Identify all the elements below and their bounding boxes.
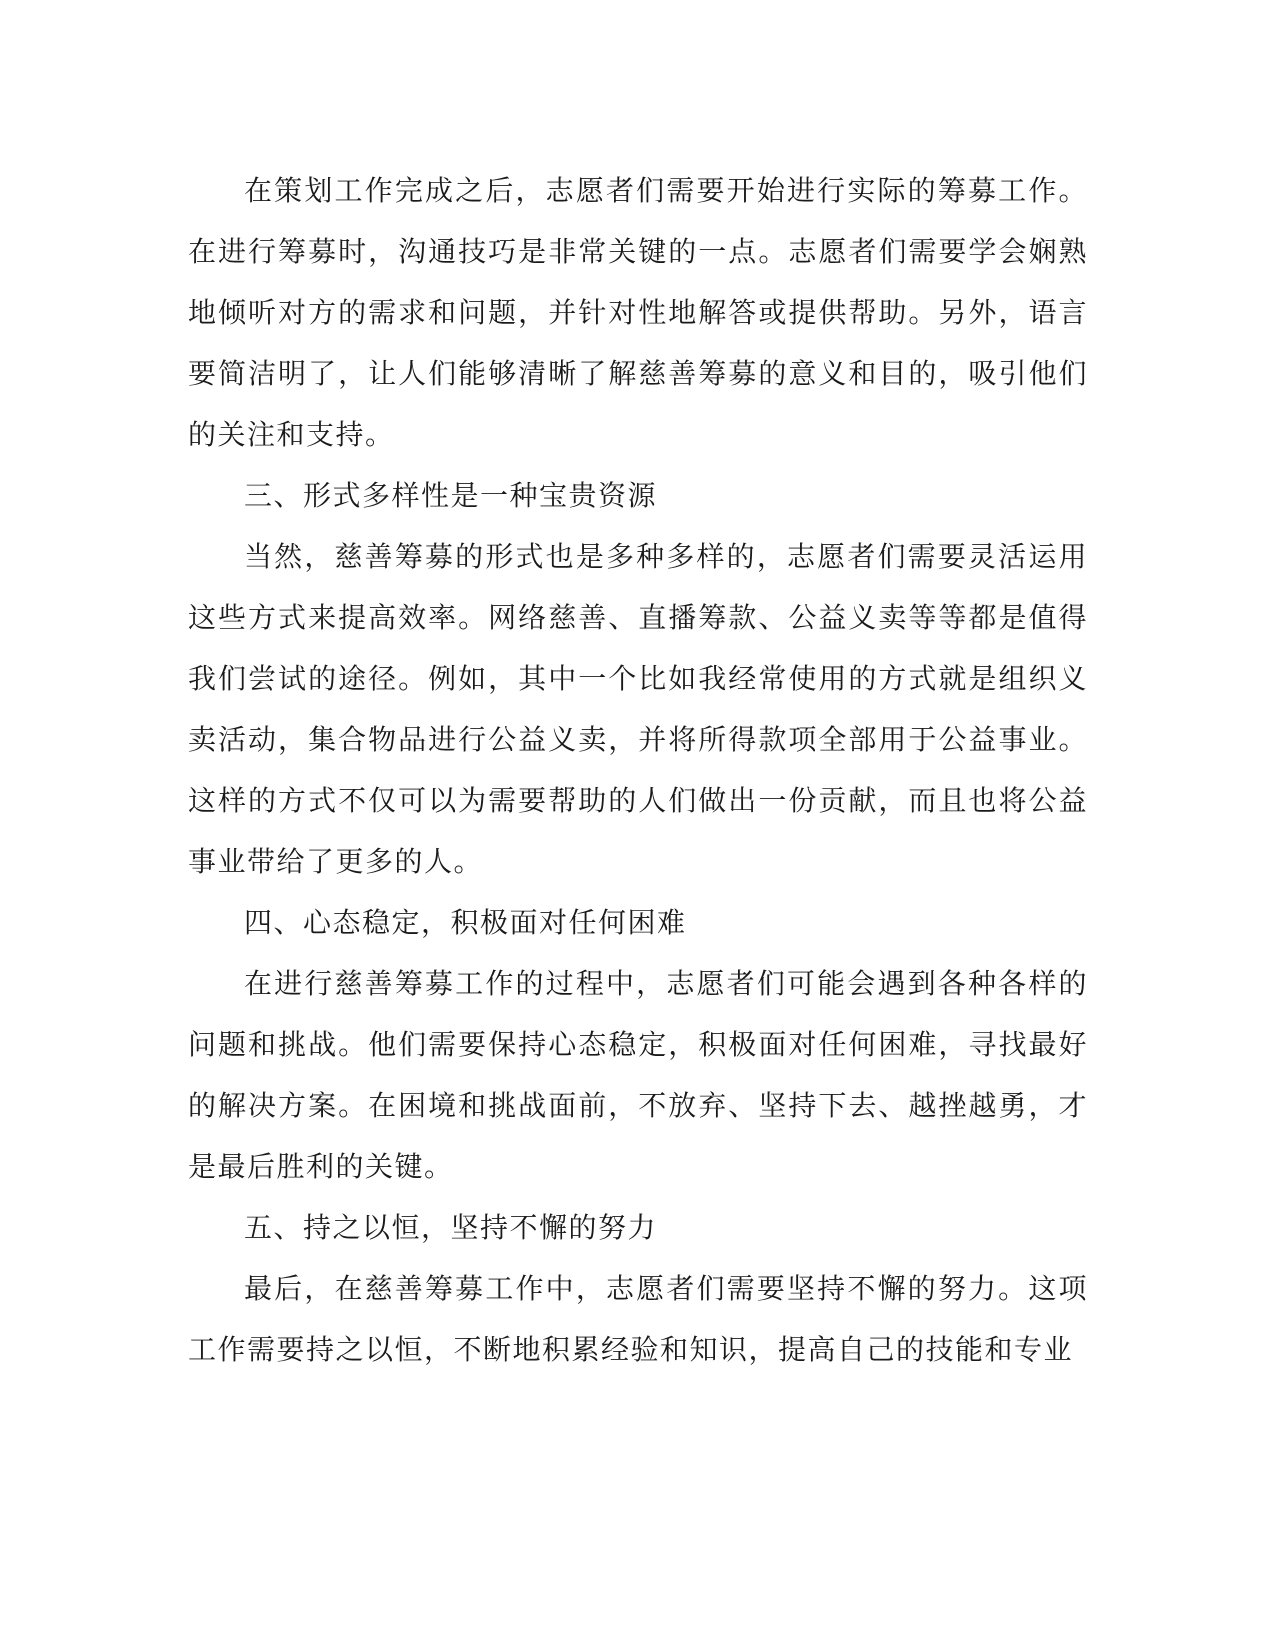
paragraph-stable-mindset: 在进行慈善筹募工作的过程中，志愿者们可能会遇到各种各样的问题和挑战。他们需要保持心态稳定，积极面对任何困难，寻找最好的解决方案。在困境和挑战面前，不放弃、坚持下去、越挫越勇，才是最后胜利的关键。 [188, 967, 1088, 1183]
section-heading-persistence: 五、持之以恒，坚持不懈的努力 [244, 1211, 658, 1244]
paragraph-diverse-forms: 当然，慈善筹募的形式也是多种多样的，志愿者们需要灵活运用这些方式来提高效率。网络慈善、直播筹款、公益义卖等等都是值得我们尝试的途径。例如，其中一个比如我经常使用的方式就是组织义卖活动，集合物品进行公益义卖，并将所得款项全部用于公益事业。这样的方式不仅可以为需要帮助的人们做出一份贡献，而且也将公益事业带给了更多的人。 [188, 540, 1088, 878]
section-heading-diverse-forms: 三、形式多样性是一种宝贵资源 [244, 479, 658, 512]
section-heading-stable-mindset: 四、心态稳定，积极面对任何困难 [244, 906, 687, 939]
paragraph-fundraising-communication: 在策划工作完成之后，志愿者们需要开始进行实际的筹募工作。在进行筹募时，沟通技巧是非常关键的一点。志愿者们需要学会娴熟地倾听对方的需求和问题，并针对性地解答或提供帮助。另外，语言要简洁明了，让人们能够清晰了解慈善筹募的意义和目的，吸引他们的关注和支持。 [188, 174, 1088, 451]
paragraph-persistence: 最后，在慈善筹募工作中，志愿者们需要坚持不懈的努力。这项工作需要持之以恒，不断地积累经验和知识，提高自己的技能和专业 [188, 1272, 1088, 1366]
document-body [188, 160, 1088, 1380]
